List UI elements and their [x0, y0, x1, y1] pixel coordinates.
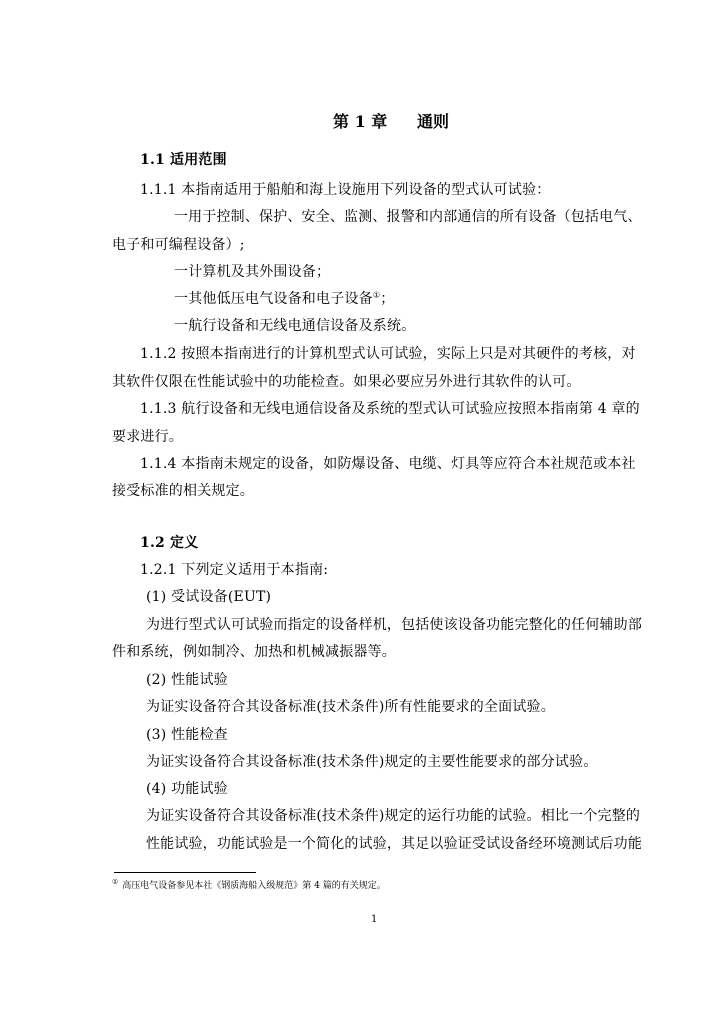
clause-1-1-3-line-2: 要求进行。: [112, 429, 183, 445]
bullet-2: 一计算机及其外围设备；: [174, 264, 331, 280]
section-heading-1-1: 1.1 适用范围: [140, 152, 227, 168]
clause-1-2-1: 1.2.1 下列定义适用于本指南:: [140, 562, 329, 578]
clause-1-1-1: 1.1.1 本指南适用于船舶和海上设施用下列设备的型式认可试验：: [140, 182, 551, 198]
clause-1-1-3-line-1: 1.1.3 航行设备和无线电通信设备及系统的型式认可试验应按照本指南第 4 章的: [140, 401, 640, 417]
definition-2-line-1: 为证实设备符合其设备标准(技术条件)所有性能要求的全面试验。: [146, 699, 555, 715]
footnote-reference: ①: [372, 290, 381, 300]
clause-1-1-2-line-2: 其软件仅限在性能试验中的功能检查。如果必要应另外进行其软件的认可。: [112, 374, 581, 390]
bullet-1-line-1: 一用于控制、保护、安全、监测、报警和内部通信的所有设备（包括电气、: [174, 209, 642, 225]
definition-1-title: (1) 受试设备(EUT): [146, 589, 272, 605]
clause-1-1-4-line-2: 接受标准的相关规定。: [112, 483, 254, 499]
section-heading-1-2: 1.2 定义: [140, 535, 199, 551]
bullet-1-line-2: 电子和可编程设备）;: [112, 237, 245, 253]
clause-1-1-2-line-1: 1.1.2 按照本指南进行的计算机型式认可试验，实际上只是对其硬件的考核，对: [140, 346, 636, 362]
footnote: [112, 880, 386, 892]
clause-1-1-4-line-1: 1.1.4 本指南未规定的设备，如防爆设备、电缆、灯具等应符合本社规范或本社: [140, 456, 636, 472]
definition-1-line-1: 为进行型式认可试验而指定的设备样机，包括使该设备功能完整化的任何辅助部: [146, 617, 643, 633]
definition-3-line-1: 为证实设备符合其设备标准(技术条件)规定的主要性能要求的部分试验。: [146, 754, 598, 770]
bullet-4: 一航行设备和无线电通信设备及系统。: [174, 318, 416, 334]
definition-3-title: (3) 性能检查: [146, 727, 228, 743]
bullet-3: [174, 290, 394, 308]
footnote-divider: [114, 872, 256, 873]
footnote-text: 高压电气设备参见本社《钢质海船入级规范》第 4 篇的有关规定。: [122, 881, 386, 891]
definition-4-title: (4) 功能试验: [146, 781, 228, 797]
bullet-3-end: ；: [380, 291, 395, 307]
bullet-3-text: 一其他低压电气设备和电子设备: [174, 291, 373, 307]
page-number: 1: [371, 914, 378, 925]
chapter-title: 通则: [417, 112, 450, 131]
definition-1-line-2: 件和系统，例如制冷、加热和机械减振器等。: [112, 644, 396, 660]
footnote-mark: ①: [112, 878, 119, 886]
definition-2-title: (2) 性能试验: [146, 672, 228, 688]
definition-4-line-2: 性能试验，功能试验是一个简化的试验，其足以验证受试设备经环境测试后功能: [146, 836, 643, 852]
definition-4-line-1: 为证实设备符合其设备标准(技术条件)规定的运行功能的试验。相比一个完整的: [146, 808, 641, 824]
chapter-number: 第 1 章: [333, 112, 388, 131]
